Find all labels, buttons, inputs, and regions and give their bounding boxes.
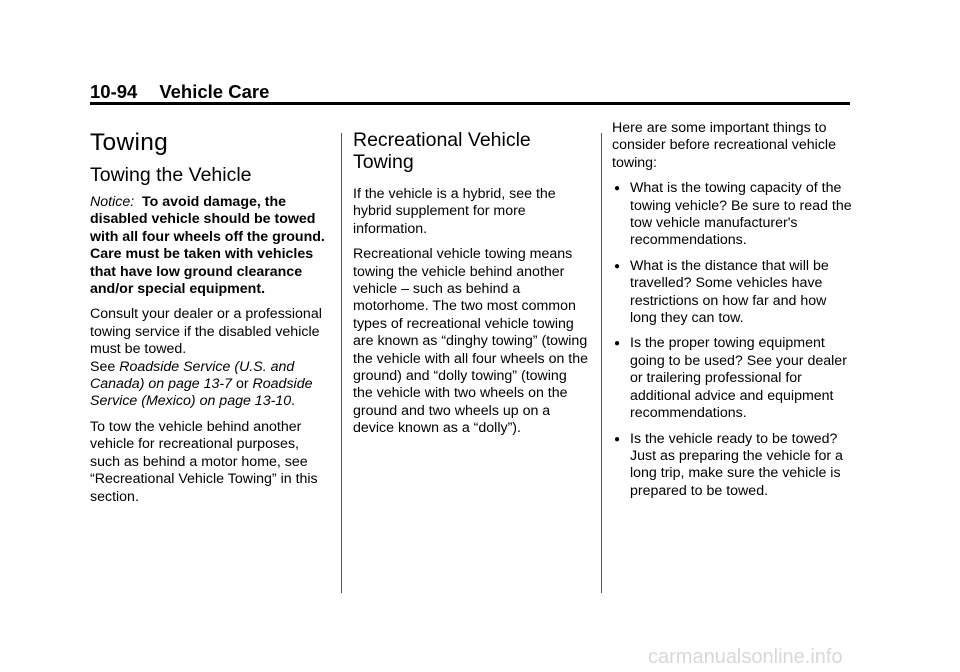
column-divider-1 [341,133,342,593]
considerations-intro: Here are some important things to consider before recreational vehicle towing: [612,120,836,171]
recreational-towing-heading: Recreational Vehicle Towing [353,129,531,173]
list-item [612,335,852,422]
column-3 [612,120,852,508]
notice-paragraph [90,194,330,298]
see-text: See [90,358,116,375]
page-header [90,80,269,104]
consult-text: Consult your dealer or a professional towing service if the disabled vehicle must be towed. [90,306,322,358]
bullet-icon: ● [614,338,621,350]
header-rule [90,102,850,105]
page-number: 10-94 [90,81,138,102]
bullet-icon: ● [614,260,621,272]
notice-text: To avoid damage, the disabled vehicle should be towed with all four wheels off the ground. Care must be taken with vehicles that have low ground clearance and/or special equipment. [90,194,325,298]
column-divider-2 [601,133,602,593]
or-text: or [235,376,249,393]
notice-label: Notice: [90,194,135,210]
list-item [612,180,852,250]
list-item-text: Is the proper towing equipment going to be used? See your dealer or trailering professional for additional advice and equipment recommendations. [630,335,847,422]
towing-vehicle-subheading: Towing the Vehicle [90,164,252,186]
hybrid-paragraph: If the vehicle is a hybrid, see the hybrid supplement for more information. [353,186,556,237]
bullet-icon: ● [614,183,621,195]
column-1 [90,120,330,514]
rv-towing-paragraph: Recreational vehicle towing means towing the vehicle behind another vehicle – such as behind a motorhome. The two most common types of recreational vehicle towing are known as “dinghy towing” (towing the vehicle with all four wheels on the ground) and “dolly towing” (towing the vehicle with two wheels on the ground and two wheels up on a device known as a “dolly”). [353,246,589,437]
column-2 [353,120,588,446]
roadside-us-link[interactable]: Roadside Service (U.S. and Canada) on page 13-7 [90,358,295,393]
section-title: Vehicle Care [159,81,270,102]
towing-heading: Towing [90,129,169,156]
list-item [612,431,852,501]
list-item-text: What is the distance that will be travelled? Some vehicles have restrictions on how far and how long they can tow. [630,257,829,327]
consult-paragraph [90,306,330,410]
list-item-text: What is the towing capacity of the towing vehicle? Be sure to read the tow vehicle manufacturer's recommendations. [630,180,852,249]
list-item-text: Is the vehicle ready to be towed? Just as preparing the vehicle for a long trip, make sure the vehicle is prepared to be towed. [630,430,843,499]
watermark: carmanualsonline.info [648,646,843,668]
bullet-icon: ● [614,433,621,445]
considerations-list [612,180,852,500]
roadside-mexico-link[interactable]: Roadside Service (Mexico) on page 13-10 [90,376,313,410]
period-text: . [291,393,296,410]
list-item [612,258,852,328]
recreational-reference-paragraph: To tow the vehicle behind another vehicle for recreational purposes, such as behind a motor home, see “Recreational Vehicle Towing” in this section. [90,418,318,505]
